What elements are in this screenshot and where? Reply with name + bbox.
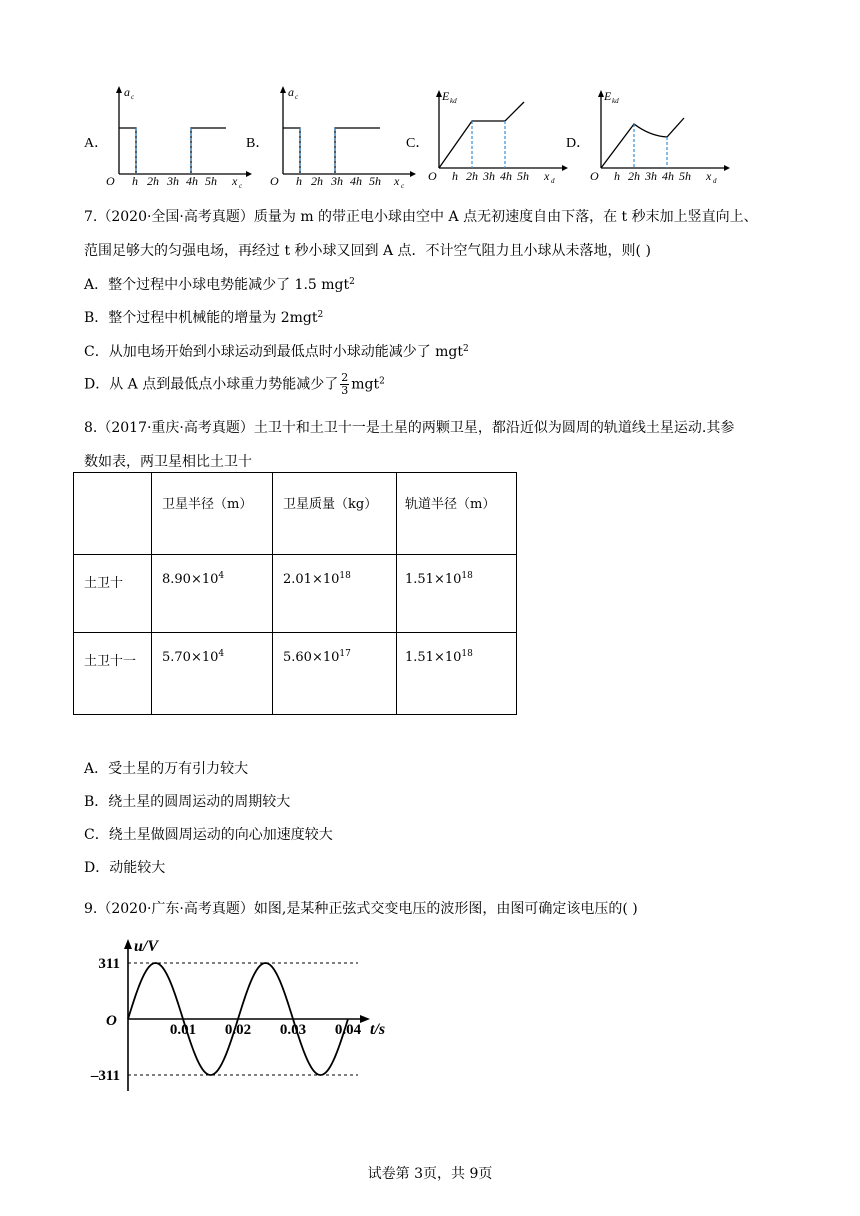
svg-text:O: O [590,169,599,183]
svg-text:h: h [452,169,458,183]
svg-text:5h: 5h [679,169,691,183]
q8-stem-line1: 8.（2017·重庆·高考真题）土卫十和土卫十一是土星的两颗卫星，都沿近似为圆周的轨道线土星运动.其参 [84,420,735,436]
svg-text:3h: 3h [483,169,495,183]
table-row: 土卫十 $8.90\times 10^4$ $2.01\times 10^{18}$ $1.51\times 10^{18}$ [74,555,517,633]
y-axis-label: a [124,85,130,99]
option-b-label: B． [246,136,270,151]
q7-stem-line2: 范围足够大的匀强电场，再经过 t 秒小球又回到 A 点．不计空气阻力且小球从未落地，则( ) [84,243,651,259]
y-tick-label: –311 [90,1068,120,1084]
svg-text:2h: 2h [628,169,640,183]
svg-text:4h: 4h [500,169,512,183]
svg-text:d: d [713,177,717,185]
svg-text:E: E [442,89,450,103]
svg-text:E: E [604,89,612,103]
svg-text:3h: 3h [167,174,179,188]
svg-text:a: a [288,85,294,99]
svg-text:h: h [296,174,302,188]
svg-text:4h: 4h [662,169,674,183]
origin-label: O [106,1013,117,1029]
svg-text:O: O [106,174,115,188]
option-d-graph [586,84,734,192]
x-tick-label: 0.02 [224,1022,252,1038]
wave-dynamic [90,956,362,1084]
svg-text:h: h [614,169,620,183]
y-axis-label: u/V [134,938,159,955]
q7-option-c: C．从加电场开始到小球运动到最低点时小球动能减少了 mgt$^2$ [84,344,469,360]
satellite-table [73,472,517,715]
x-axis-label: t/s [370,1021,386,1038]
page-footer: 试卷第 3页，共 9页 [367,1166,493,1182]
svg-text:x: x [394,174,400,188]
q7-option-a: A．整个过程中小球电势能减少了 1.5 mgt$^2$ [84,277,355,293]
svg-text:2h: 2h [466,169,478,183]
q7-option-d: D．从 A 点到最低点小球重力势能减少了 $\frac{2}{3}$ mgt$^2$ [84,371,385,397]
q7-option-b: B．整个过程中机械能的增量为 2mgt$^2$ [84,310,324,326]
option-d-label: D． [566,136,591,151]
option-a-label: A． [84,136,109,151]
q8-option-a: A．受土星的万有引力较大 [84,761,249,777]
x-tick-label: 0.03 [279,1022,307,1038]
svg-text:5h: 5h [369,174,381,188]
option-c-graph [424,84,572,192]
option-a-graph [104,84,252,192]
svg-text:x: x [544,169,550,183]
option-c-label: C． [406,136,430,151]
table-row: 土卫十一 $5.70\times 10^4$ $5.60\times 10^{17}$ $1.51\times 10^{18}$ [74,633,517,715]
x-tick-label: 0.01 [169,1022,197,1038]
svg-text:c: c [131,93,135,101]
q8-option-b: B．绕土星的圆周运动的周期较大 [84,794,291,810]
svg-text:2h: 2h [147,174,159,188]
q7-stem-line1: 7.（2020·全国·高考真题）质量为 m 的带正电小球由空中 A 点无初速度自由下落，在 t 秒末加上竖直向上、 [84,209,758,225]
x-tick-label: 0.04 [334,1022,362,1038]
svg-text:3h: 3h [645,169,657,183]
q8-stem-line2: 数如表，两卫星相比土卫十 [84,454,252,470]
svg-text:h: h [132,174,138,188]
svg-text:c: c [295,93,299,101]
q9-stem: 9.（2020·广东·高考真题）如图,是某种正弦式交变电压的波形图，由图可确定该电压的( ) [84,901,638,917]
svg-text:2h: 2h [311,174,323,188]
table-header-row: 卫星半径（m） 卫星质量（kg） 轨道半径（m） [74,473,517,555]
svg-text:c: c [401,182,405,190]
fraction-two-thirds: $\frac{2}{3}$ [341,371,349,397]
svg-text:O: O [270,174,279,188]
x-axis-arrow [360,1015,370,1023]
svg-text:4h: 4h [350,174,362,188]
y-tick-label: 311 [98,956,120,972]
svg-text:4h: 4h [186,174,198,188]
svg-text:d: d [551,177,555,185]
svg-text:O: O [428,169,437,183]
svg-text:c: c [239,182,243,190]
svg-text:5h: 5h [517,169,529,183]
q8-option-d: D．动能较大 [84,860,166,876]
svg-text:x: x [706,169,712,183]
svg-text:kd: kd [450,97,457,105]
svg-text:x: x [232,174,238,188]
q8-option-c: C．绕土星做圆周运动的向心加速度较大 [84,827,333,843]
svg-text:3h: 3h [331,174,343,188]
svg-text:kd: kd [612,97,619,105]
option-b-graph [268,84,416,192]
sine-wave-chart [80,935,400,1095]
y-axis-arrow [124,939,132,949]
svg-text:5h: 5h [205,174,217,188]
